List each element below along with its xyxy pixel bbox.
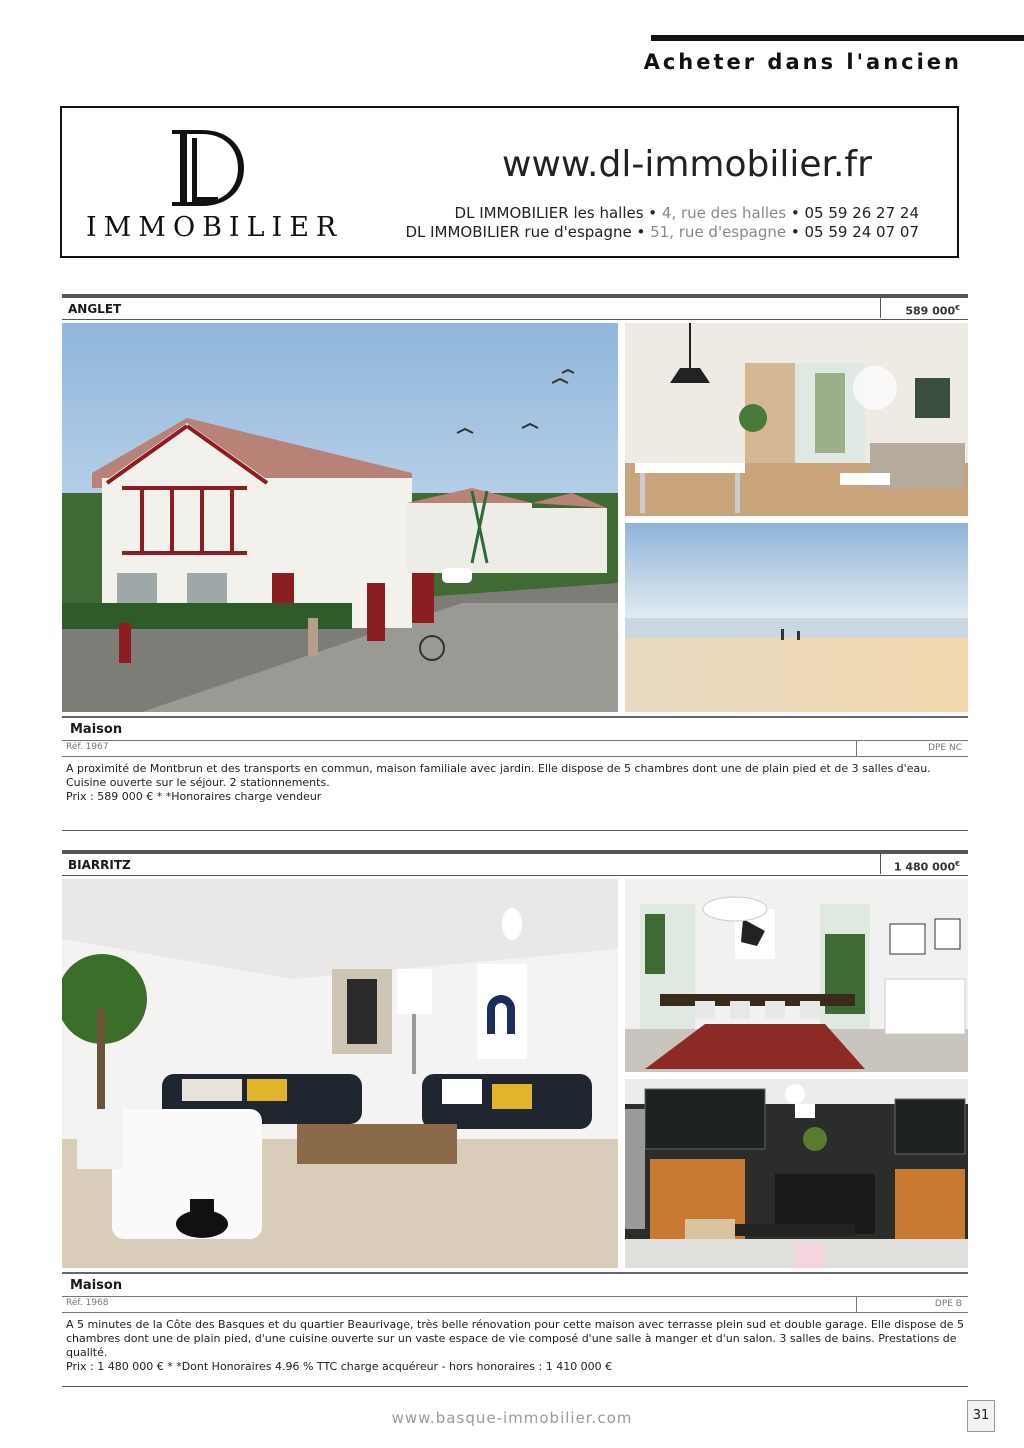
- photo-beach[interactable]: [625, 523, 968, 712]
- description-line: Prix : 1 480 000 € * *Dont Honoraires 4.96 % TTC charge acquéreur - hors honoraires : 1 410 000 €: [66, 1360, 613, 1373]
- listing-reference: Réf. 1968: [66, 1298, 109, 1308]
- photo-dining-room[interactable]: [625, 879, 968, 1072]
- currency-symbol: €: [955, 860, 960, 868]
- agency-website-link[interactable]: www.dl-immobilier.fr: [502, 144, 872, 185]
- separator: •: [631, 223, 651, 241]
- description-line: A 5 minutes de la Côte des Basques et du quartier Beaurivage, très belle rénovation pour cette maison avec terrasse plein sud et double garage. Elle dispose de 5 chambres dont une de plain pied, d'une cuisine ouverte sur un vaste espace de vie composé d'une salle à manger et d'un salon. 3 salles de bains. Prestations de qualité.: [66, 1318, 964, 1359]
- listing-price: [880, 298, 968, 318]
- agency-banner: [60, 106, 959, 258]
- logo-wordmark: IMMOBILIER: [86, 212, 344, 243]
- listing-type: Maison: [70, 1278, 123, 1293]
- photo-gallery: [62, 320, 968, 712]
- separator: •: [786, 223, 805, 241]
- listing-ref-row: [62, 1296, 968, 1313]
- listing-header: [62, 294, 968, 320]
- price-value: 1 480 000: [893, 860, 956, 874]
- office-name: DL IMMOBILIER les halles: [454, 204, 644, 222]
- top-rule: [651, 35, 1024, 41]
- description-line: Prix : 589 000 € * *Honoraires charge vendeur: [66, 790, 322, 803]
- photo-house-exterior[interactable]: [62, 323, 618, 712]
- listing-city: BIARRITZ: [68, 858, 131, 872]
- section-title: Acheter dans l'ancien: [643, 50, 962, 74]
- listing-type: Maison: [70, 722, 123, 737]
- photo-gallery: [62, 876, 968, 1268]
- listing-type-row: [62, 716, 968, 740]
- listing-card-biarritz: [62, 850, 968, 1374]
- listing-bottom-rule: [62, 1386, 968, 1387]
- listing-bottom-rule: [62, 830, 968, 831]
- listing-description: [62, 1313, 968, 1374]
- separator: •: [786, 204, 805, 222]
- listing-price: [880, 854, 968, 874]
- footer-website-link[interactable]: www.basque-immobilier.com: [391, 1409, 633, 1427]
- description-line: Cuisine ouverte sur le séjour. 2 stationnements.: [66, 776, 330, 789]
- currency-symbol: €: [955, 304, 960, 312]
- price-value: 589 000: [905, 304, 956, 318]
- listing-ref-row: [62, 740, 968, 757]
- listing-dpe: DPE NC: [856, 741, 968, 756]
- photo-living-room[interactable]: [625, 323, 968, 516]
- photo-lounge[interactable]: [62, 879, 618, 1268]
- description-line: A proximité de Montbrun et des transports en commun, maison familiale avec jardin. Elle dispose de 5 chambres dont une de plain pied et de 3 salles d'eau.: [66, 762, 931, 775]
- listing-header: [62, 850, 968, 876]
- listing-dpe: DPE B: [856, 1297, 968, 1312]
- office-phone[interactable]: 05 59 26 27 24: [804, 204, 919, 222]
- listing-description: [62, 757, 968, 804]
- listing-type-row: [62, 1272, 968, 1296]
- office-street: 51, rue d'espagne: [650, 223, 787, 241]
- office-phone[interactable]: 05 59 24 07 07: [804, 223, 919, 241]
- office-name: DL IMMOBILIER rue d'espagne: [405, 223, 632, 241]
- listing-city: ANGLET: [68, 302, 122, 316]
- office-line-1: [455, 204, 919, 222]
- listing-card-anglet: [62, 294, 968, 804]
- office-street: 4, rue des halles: [661, 204, 787, 222]
- dl-logo-icon: [162, 124, 248, 210]
- office-line-2: [405, 223, 919, 241]
- listing-reference: Réf. 1967: [66, 742, 109, 752]
- page-number: 31: [967, 1400, 995, 1432]
- separator: •: [643, 204, 662, 222]
- photo-kitchen[interactable]: [625, 1079, 968, 1268]
